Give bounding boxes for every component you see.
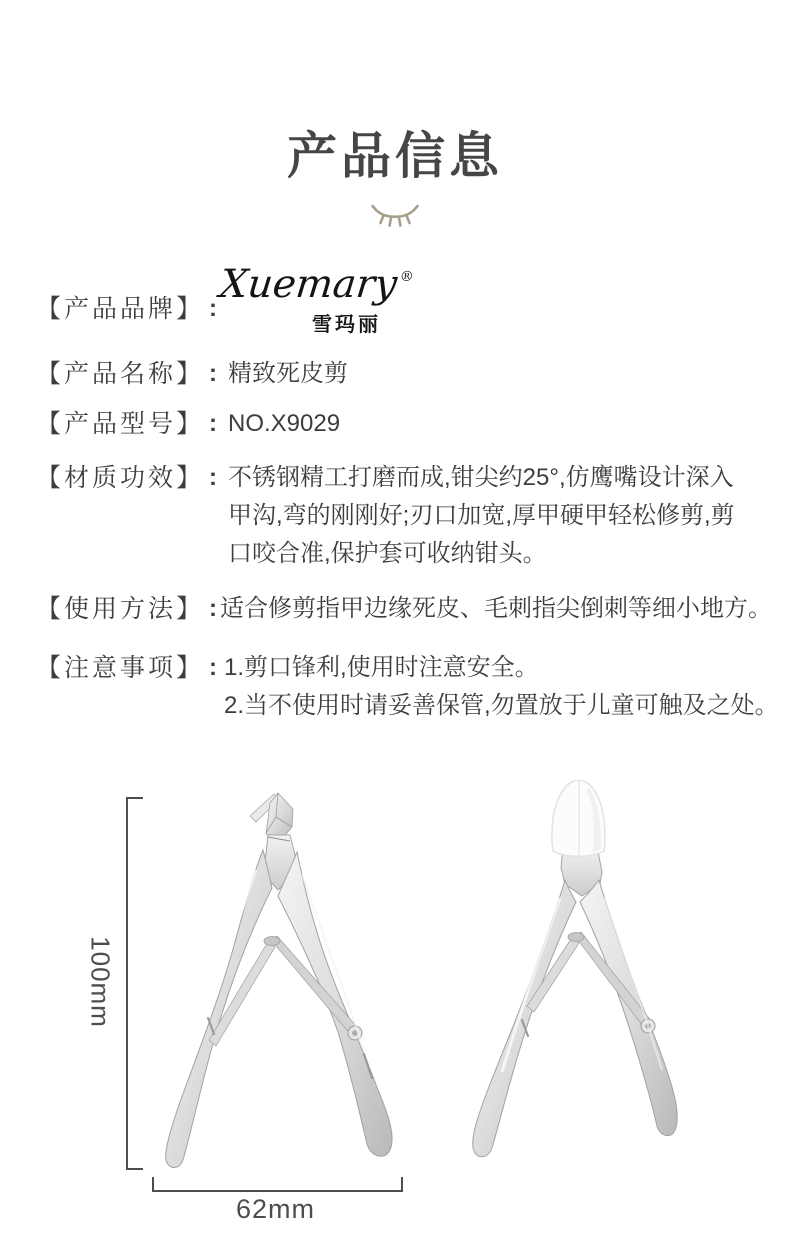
eyelash-icon [371,202,419,232]
brand-logo-script: Xuemary® [217,262,415,307]
registered-mark: ® [398,269,415,285]
page-title: 产品信息 [287,128,503,184]
brand-colon: : [209,295,217,322]
model-colon: : [209,410,217,437]
name-label: 【产品名称】 [36,360,205,388]
notes-line: 2.当不使用时请妥善保管,勿置放于儿童可触及之处。 [224,692,779,719]
width-dimension-label: 62mm [235,1194,315,1224]
name-colon: : [209,360,217,387]
notes-colon: : [209,654,217,681]
material-line: 不锈钢精工打磨而成,钳尖约25°,仿鹰嘴设计深入 [228,464,734,491]
name-value: 精致死皮剪 [228,360,348,387]
model-value: NO.X9029 [228,410,341,437]
brand-logo-chinese: 雪玛丽 [312,314,381,336]
width-dimension-bracket [152,1177,403,1192]
notes-label: 【注意事项】 [36,654,205,682]
material-colon: : [209,464,217,491]
usage-colon: : [209,595,217,622]
usage-label: 【使用方法】 [36,595,205,623]
height-dimension-bracket [126,797,143,1170]
notes-line: 1.剪口锋利,使用时注意安全。 [224,654,539,681]
nipper-capped-photo [462,780,684,1162]
nipper-open-photo [150,792,400,1174]
material-line: 口咬合准,保护套可收纳钳头。 [228,540,547,567]
brand-label: 【产品品牌】 [36,295,205,323]
material-label: 【材质功效】 [36,464,205,492]
brand-logo [217,262,415,340]
usage-value: 适合修剪指甲边缘死皮、毛刺指尖倒刺等细小地方。 [220,595,772,622]
model-label: 【产品型号】 [36,410,205,438]
height-dimension-label: 100mm [85,936,116,1028]
material-line: 甲沟,弯的刚刚好;刃口加宽,厚甲硬甲轻松修剪,剪 [228,502,735,529]
